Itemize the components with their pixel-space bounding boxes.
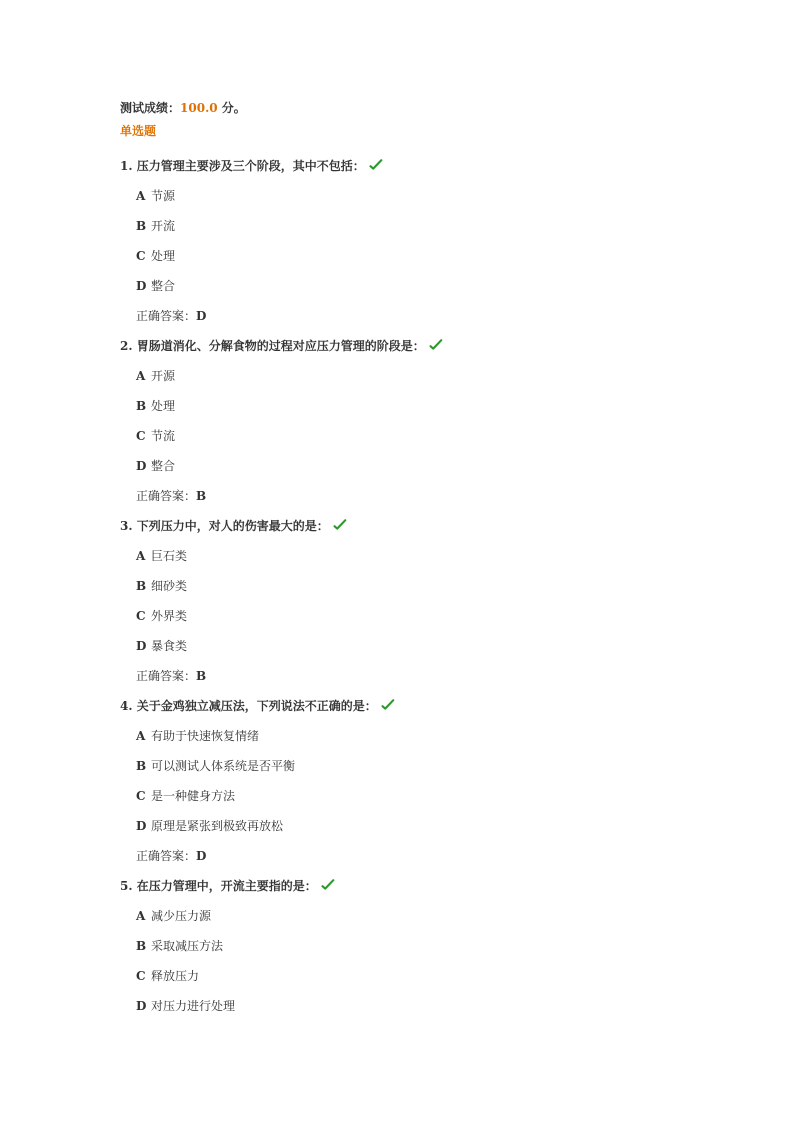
- option-letter: A: [136, 369, 146, 383]
- option-letter: D: [136, 279, 147, 293]
- option-item: [120, 396, 740, 416]
- answer-value: B: [196, 669, 207, 683]
- answer-value: B: [196, 489, 207, 503]
- option-item: [120, 366, 740, 386]
- option-text: 是一种健身方法: [151, 789, 236, 803]
- question-text: 5. 在压力管理中，开流主要指的是：: [120, 879, 317, 893]
- option-letter: C: [136, 789, 146, 803]
- correct-answer: [120, 666, 740, 686]
- option-letter: A: [136, 729, 146, 743]
- option-letter: D: [136, 819, 147, 833]
- option-item: [120, 456, 740, 476]
- option-item: [120, 966, 740, 986]
- option-text: 整合: [151, 279, 176, 293]
- check-icon: [369, 158, 383, 172]
- check-icon: [381, 698, 395, 712]
- option-text: 对压力进行处理: [151, 999, 236, 1013]
- option-item: [120, 726, 740, 746]
- option-text: 节源: [151, 189, 176, 203]
- option-item: [120, 276, 740, 296]
- option-letter: B: [136, 579, 147, 593]
- quiz-result-page: [120, 98, 740, 1016]
- answer-label: 正确答案：: [136, 849, 197, 863]
- question-title: [120, 156, 740, 176]
- option-text: 外界类: [151, 609, 188, 623]
- option-text: 开流: [151, 219, 176, 233]
- option-letter: D: [136, 459, 147, 473]
- option-item: [120, 996, 740, 1016]
- check-icon: [333, 518, 347, 532]
- correct-answer: [120, 306, 740, 326]
- option-item: [120, 186, 740, 206]
- option-letter: B: [136, 399, 147, 413]
- option-text: 减少压力源: [151, 909, 212, 923]
- answer-value: D: [196, 309, 207, 323]
- option-item: [120, 936, 740, 956]
- question-text: 3. 下列压力中，对人的伤害最大的是：: [120, 519, 329, 533]
- option-text: 释放压力: [151, 969, 200, 983]
- option-item: [120, 816, 740, 836]
- option-letter: C: [136, 609, 146, 623]
- option-text: 巨石类: [151, 549, 188, 563]
- question-title: [120, 516, 740, 536]
- option-text: 暴食类: [151, 639, 188, 653]
- correct-answer: [120, 486, 740, 506]
- answer-label: 正确答案：: [136, 489, 197, 503]
- option-text: 开源: [151, 369, 176, 383]
- question-text: 4. 关于金鸡独立减压法，下列说法不正确的是：: [120, 699, 377, 713]
- option-item: [120, 576, 740, 596]
- score-line: [120, 98, 740, 118]
- option-item: [120, 906, 740, 926]
- option-text: 整合: [151, 459, 176, 473]
- option-text: 采取减压方法: [151, 939, 224, 953]
- option-text: 节流: [151, 429, 176, 443]
- option-text: 可以测试人体系统是否平衡: [151, 759, 296, 773]
- score-suffix: 分。: [217, 101, 246, 115]
- option-text: 原理是紧张到极致再放松: [151, 819, 284, 833]
- option-letter: C: [136, 429, 146, 443]
- option-letter: A: [136, 909, 146, 923]
- option-text: 细砂类: [151, 579, 188, 593]
- correct-answer: [120, 846, 740, 866]
- check-icon: [429, 338, 443, 352]
- question-title: [120, 696, 740, 716]
- option-item: [120, 546, 740, 566]
- option-letter: C: [136, 969, 146, 983]
- question-title: [120, 336, 740, 356]
- option-text: 处理: [151, 249, 176, 263]
- option-item: [120, 636, 740, 656]
- check-icon: [321, 878, 335, 892]
- option-item: [120, 786, 740, 806]
- section-title: 单选题: [120, 124, 157, 138]
- option-item: [120, 216, 740, 236]
- answer-label: 正确答案：: [136, 309, 197, 323]
- score-label: 测试成绩：: [120, 101, 181, 115]
- option-letter: C: [136, 249, 146, 263]
- option-item: [120, 246, 740, 266]
- option-text: 有助于快速恢复情绪: [151, 729, 260, 743]
- question-text: 2. 胃肠道消化、分解食物的过程对应压力管理的阶段是：: [120, 339, 425, 353]
- option-item: [120, 606, 740, 626]
- answer-label: 正确答案：: [136, 669, 197, 683]
- option-text: 处理: [151, 399, 176, 413]
- option-letter: B: [136, 219, 147, 233]
- question-text: 1. 压力管理主要涉及三个阶段，其中不包括：: [120, 159, 365, 173]
- score-value: 100.0: [180, 101, 218, 115]
- option-letter: D: [136, 639, 147, 653]
- option-letter: A: [136, 549, 146, 563]
- option-letter: B: [136, 759, 147, 773]
- question-title: [120, 876, 740, 896]
- answer-value: D: [196, 849, 207, 863]
- option-letter: D: [136, 999, 147, 1013]
- option-letter: A: [136, 189, 146, 203]
- option-item: [120, 426, 740, 446]
- option-letter: B: [136, 939, 147, 953]
- option-item: [120, 756, 740, 776]
